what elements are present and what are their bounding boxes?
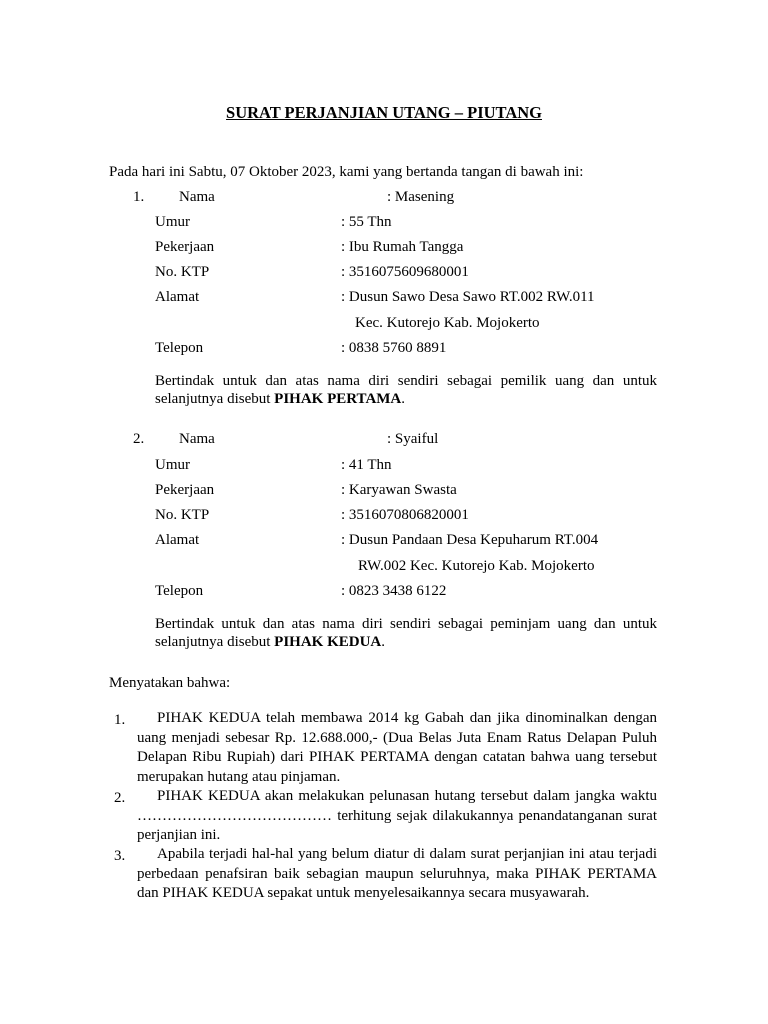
party1-alamat-value-line2: Kec. Kutorejo Kab. Mojokerto [355, 315, 540, 331]
party2-statement-text: Bertindak untuk dan atas nama diri sendiri sebagai peminjam uang dan untuk selanjutnya disebut [155, 616, 657, 650]
party2-number: 2. [133, 431, 145, 447]
party2-ktp-label: No. KTP [155, 507, 210, 523]
statement-1-number: 1. [114, 712, 126, 728]
document-title: SURAT PERJANJIAN UTANG – PIUTANG [226, 103, 542, 122]
party1-ktp-value: : 3516075609680001 [341, 264, 469, 280]
party1-number: 1. [133, 189, 145, 205]
party1-pekerjaan-label: Pekerjaan [155, 239, 215, 255]
party2-telepon-value: : 0823 3438 6122 [341, 583, 447, 599]
party1-statement-end: . [401, 391, 406, 407]
party1-telepon-value: : 0838 5760 8891 [341, 340, 447, 356]
party2-alamat-value-line2: RW.002 Kec. Kutorejo Kab. Mojokerto [358, 558, 595, 574]
intro-text: Pada hari ini Sabtu, 07 Oktober 2023, kami yang bertanda tangan di bawah ini: [109, 164, 584, 180]
party2-nama-label: Nama [179, 431, 215, 447]
party1-pekerjaan-value: : Ibu Rumah Tangga [341, 239, 464, 255]
statement-3-number: 3. [114, 848, 126, 864]
party2-telepon-label: Telepon [155, 583, 204, 599]
declaration-heading: Menyatakan bahwa: [109, 675, 231, 691]
party2-pekerjaan-value: : Karyawan Swasta [341, 482, 457, 498]
party1-ktp-label: No. KTP [155, 264, 210, 280]
party2-ktp-value: : 3516070806820001 [341, 507, 469, 523]
party1-nama-value: : Masening [387, 189, 455, 205]
party1-alamat-value: : Dusun Sawo Desa Sawo RT.002 RW.011 [341, 289, 595, 305]
party1-nama-label: Nama [179, 189, 215, 205]
party1-alamat-label: Alamat [155, 289, 200, 305]
party2-statement [155, 615, 657, 651]
party1-umur-value: : 55 Thn [341, 214, 392, 230]
party1-statement [155, 372, 657, 408]
party2-alamat-value: : Dusun Pandaan Desa Kepuharum RT.004 [341, 532, 599, 548]
party2-designation: PIHAK KEDUA [274, 634, 382, 650]
party2-nama-value: : Syaiful [387, 431, 439, 447]
party2-alamat-label: Alamat [155, 532, 200, 548]
statement-2-text: PIHAK KEDUA akan melakukan pelunasan hutang tersebut dalam jangka waktu ………………………………… terhitung sejak dilakukannya penandatanganan surat perjanjian ini. [137, 788, 657, 843]
party2-umur-label: Umur [155, 457, 190, 473]
party1-designation: PIHAK PERTAMA [274, 391, 402, 407]
party2-statement-end: . [381, 634, 385, 650]
statement-2-number: 2. [114, 790, 126, 806]
party2-pekerjaan-label: Pekerjaan [155, 482, 215, 498]
party1-telepon-label: Telepon [155, 340, 204, 356]
statement-3-text: Apabila terjadi hal-hal yang belum diatur di dalam surat perjanjian ini atau terjadi perbedaan penafsiran baik sebagian maupun seluruhnya, maka PIHAK PERTAMA dan PIHAK KEDUA sepakat untuk menyelesaikannya secara musyawarah. [137, 846, 657, 901]
party1-umur-label: Umur [155, 214, 190, 230]
statement-1-text: PIHAK KEDUA telah membawa 2014 kg Gabah dan jika dinominalkan dengan uang menjadi sebesar Rp. 12.688.000,- (Dua Belas Juta Enam Ratus Delapan Puluh Delapan Ribu Rupiah) dari PIHAK PERTAMA dengan catatan bahwa uang tersebut merupakan hutang atau pinjaman. [137, 710, 657, 785]
party2-umur-value: : 41 Thn [341, 457, 392, 473]
party1-statement-text: Bertindak untuk dan atas nama diri sendiri sebagai pemilik uang dan untuk selanjutnya disebut [155, 373, 657, 407]
